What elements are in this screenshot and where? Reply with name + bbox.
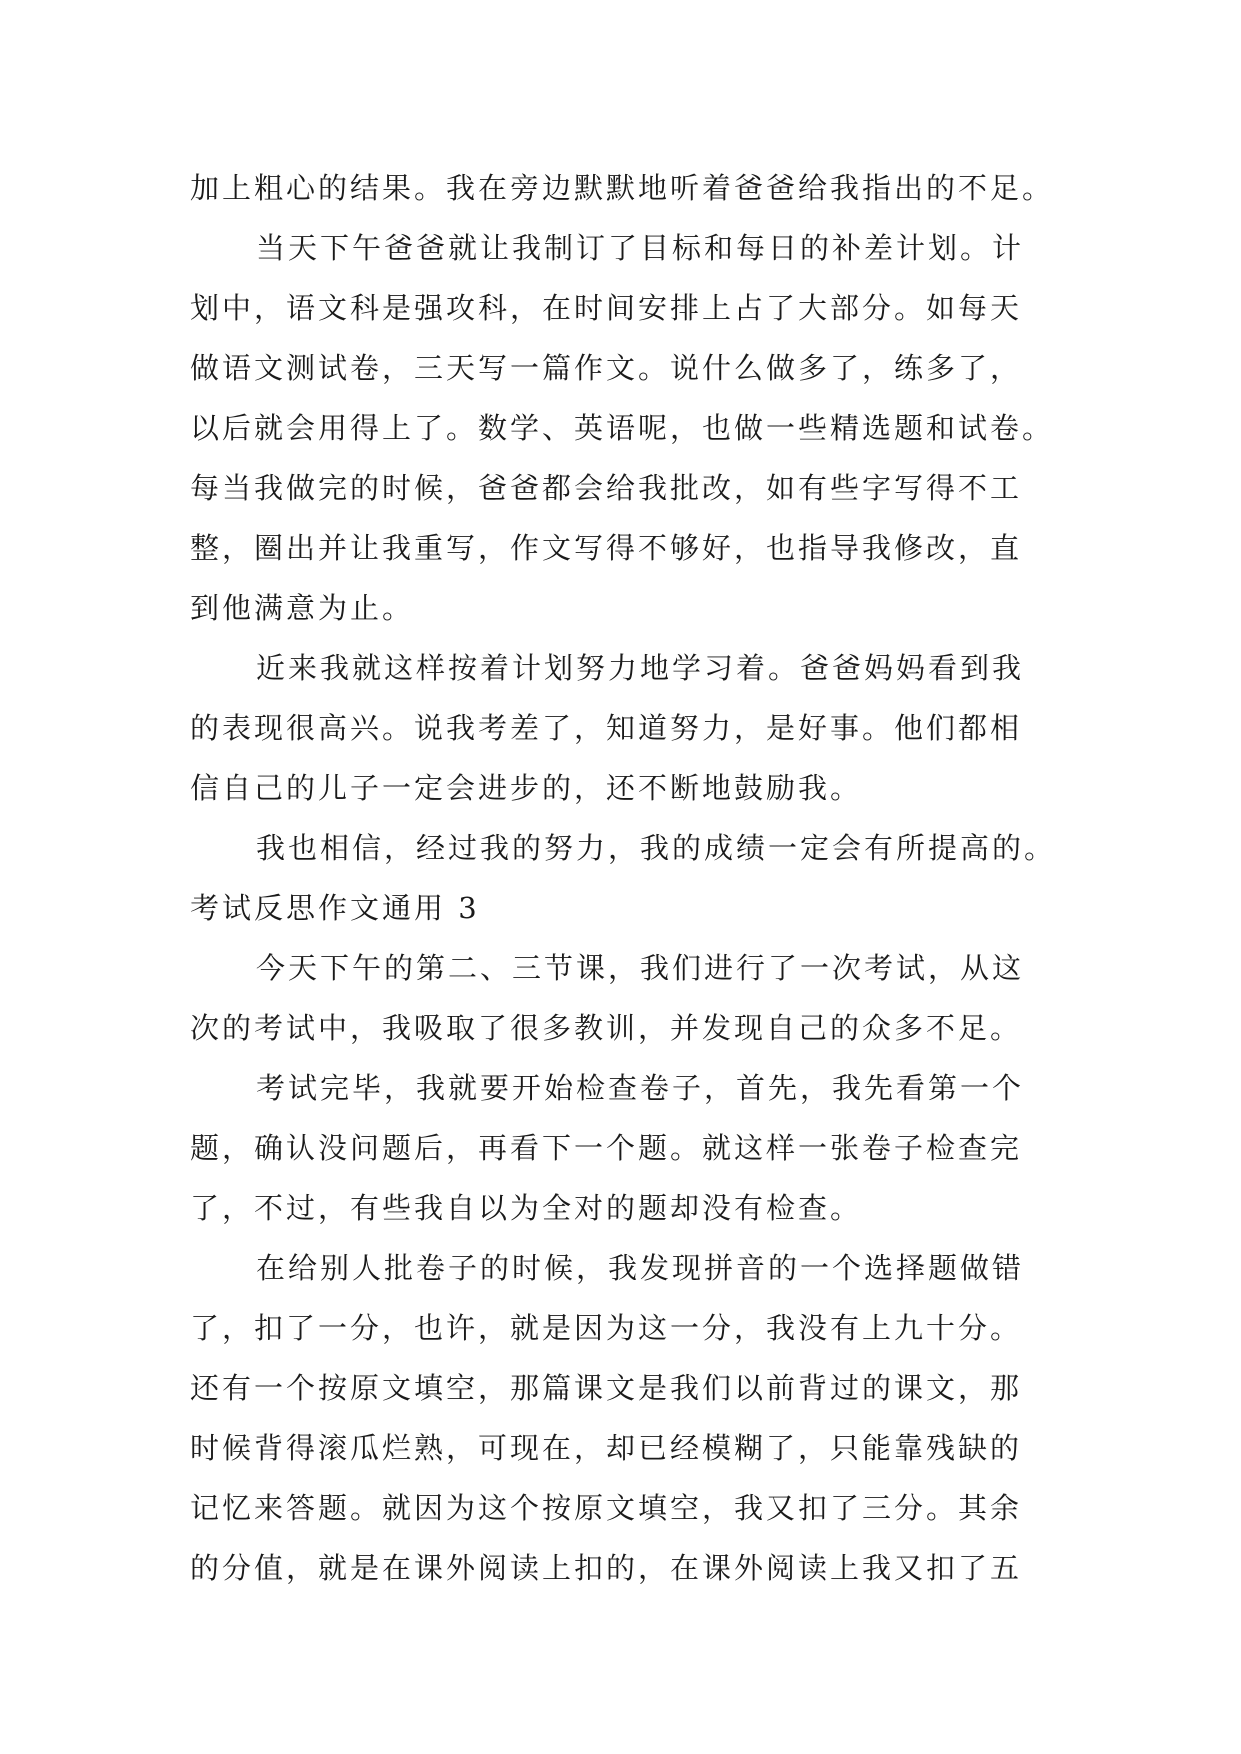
text-line: 了，不过，有些我自以为全对的题却没有检查。 — [190, 1191, 863, 1225]
text-line: 我也相信，经过我的努力，我的成绩一定会有所提高的。 — [256, 831, 1057, 865]
text-line: 题，确认没问题后，再看下一个题。就这样一张卷子检查完 — [190, 1131, 1023, 1165]
text-line: 当天下午爸爸就让我制订了目标和每日的补差计划。计 — [256, 231, 1025, 265]
text-line: 信自己的儿子一定会进步的，还不断地鼓励我。 — [190, 771, 863, 805]
text-line: 近来我就这样按着计划努力地学习着。爸爸妈妈看到我 — [256, 651, 1025, 685]
text-line: 到他满意为止。 — [190, 591, 415, 625]
text-line: 以后就会用得上了。数学、英语呢，也做一些精选题和试卷。 — [190, 411, 1055, 445]
text-line: 的表现很高兴。说我考差了，知道努力，是好事。他们都相 — [190, 711, 1023, 745]
text-line: 今天下午的第二、三节课，我们进行了一次考试，从这 — [256, 951, 1025, 985]
text-line: 记忆来答题。就因为这个按原文填空，我又扣了三分。其余 — [190, 1491, 1023, 1525]
text-line: 还有一个按原文填空，那篇课文是我们以前背过的课文，那 — [190, 1371, 1023, 1405]
text-line: 次的考试中，我吸取了很多教训，并发现自己的众多不足。 — [190, 1011, 1023, 1045]
text-line: 做语文测试卷，三天写一篇作文。说什么做多了，练多了， — [190, 351, 1023, 385]
section-heading: 考试反思作文通用 3 — [190, 891, 480, 925]
text-line: 了，扣了一分，也许，就是因为这一分，我没有上九十分。 — [190, 1311, 1023, 1345]
text-line: 整，圈出并让我重写，作文写得不够好，也指导我修改，直 — [190, 531, 1023, 565]
text-line: 时候背得滚瓜烂熟，可现在，却已经模糊了，只能靠残缺的 — [190, 1431, 1023, 1465]
text-line: 的分值，就是在课外阅读上扣的，在课外阅读上我又扣了五 — [190, 1551, 1023, 1585]
text-line: 划中，语文科是强攻科，在时间安排上占了大部分。如每天 — [190, 291, 1023, 325]
text-line: 考试完毕，我就要开始检查卷子，首先，我先看第一个 — [256, 1071, 1025, 1105]
text-line: 加上粗心的结果。我在旁边默默地听着爸爸给我指出的不足。 — [190, 171, 1055, 205]
text-line: 在给别人批卷子的时候，我发现拼音的一个选择题做错 — [256, 1251, 1025, 1285]
text-line: 每当我做完的时候，爸爸都会给我批改，如有些字写得不工 — [190, 471, 1023, 505]
